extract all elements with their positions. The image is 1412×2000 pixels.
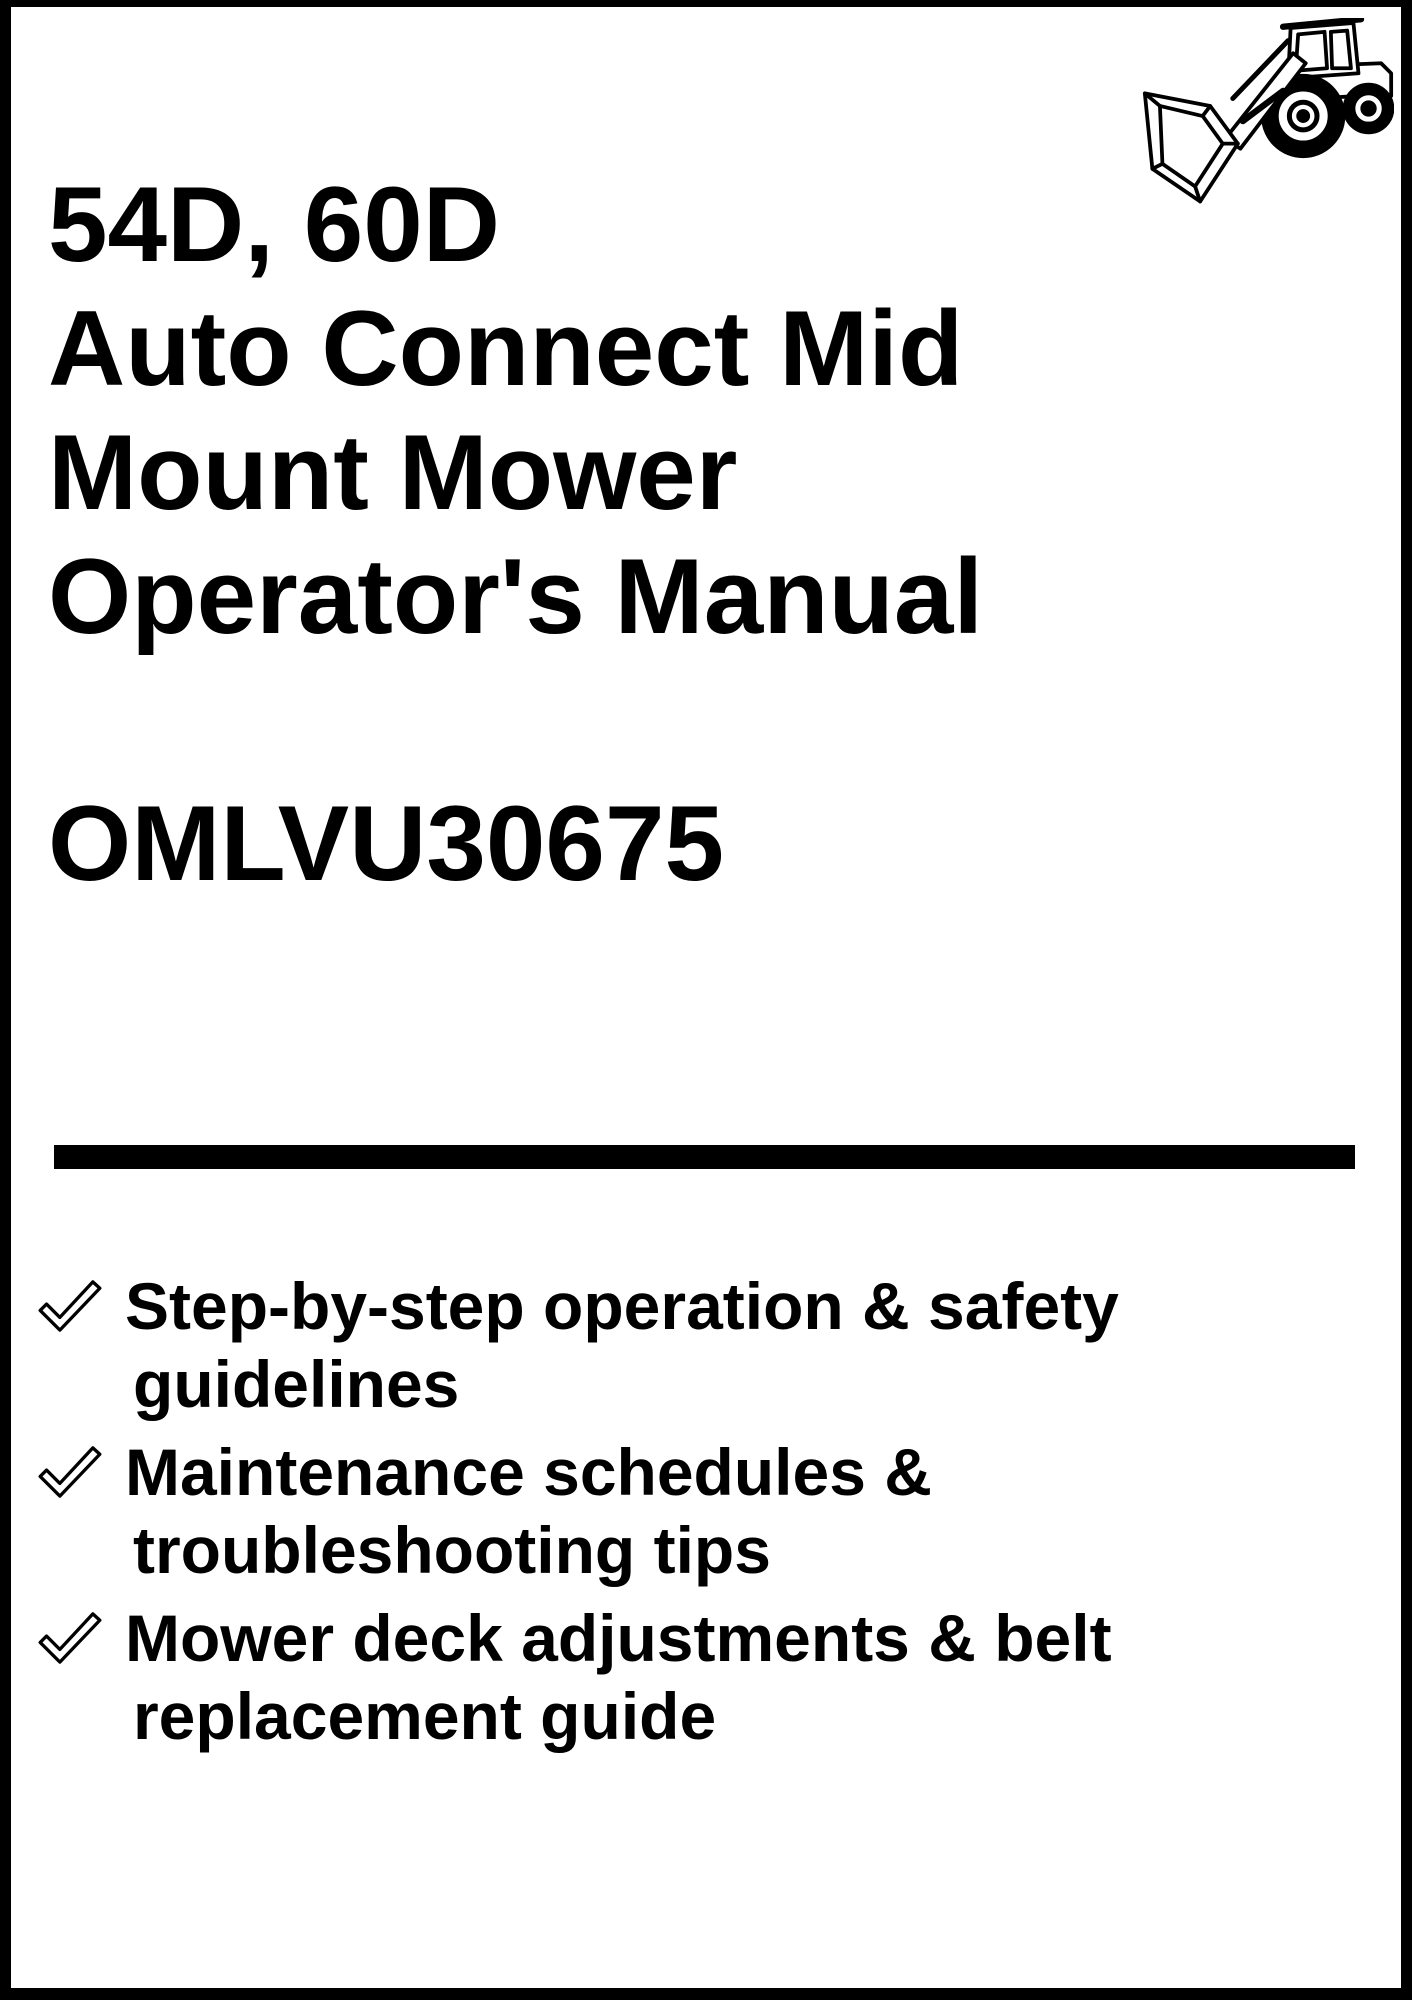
title-line-models: 54D, 60D bbox=[48, 164, 501, 284]
checkmark-icon bbox=[38, 1446, 102, 1498]
feature-item bbox=[11, 1433, 1401, 1589]
checkmark-icon bbox=[38, 1280, 102, 1332]
checkmark-icon bbox=[38, 1612, 102, 1664]
manual-title bbox=[48, 162, 983, 658]
title-line-product-cont: Mount Mower bbox=[48, 412, 738, 532]
manual-code: OMLVU30675 bbox=[48, 783, 724, 903]
loader-rear-wheel bbox=[1345, 85, 1393, 133]
feature-item bbox=[11, 1267, 1401, 1423]
loader-cab-window bbox=[1331, 31, 1351, 69]
wheel-loader-icon bbox=[1142, 18, 1394, 204]
title-line-doc-type: Operator's Manual bbox=[48, 536, 984, 656]
feature-text: Step-by-step operation & safety guidelines bbox=[125, 1269, 1119, 1421]
feature-list bbox=[11, 1267, 1401, 1765]
feature-item bbox=[11, 1599, 1401, 1755]
title-line-product: Auto Connect Mid bbox=[48, 288, 964, 408]
feature-text: Mower deck adjustments & belt replacement guide bbox=[125, 1601, 1112, 1753]
feature-text: Maintenance schedules & troubleshooting tips bbox=[125, 1435, 932, 1587]
loader-bucket bbox=[1145, 93, 1238, 201]
section-divider bbox=[54, 1145, 1355, 1169]
